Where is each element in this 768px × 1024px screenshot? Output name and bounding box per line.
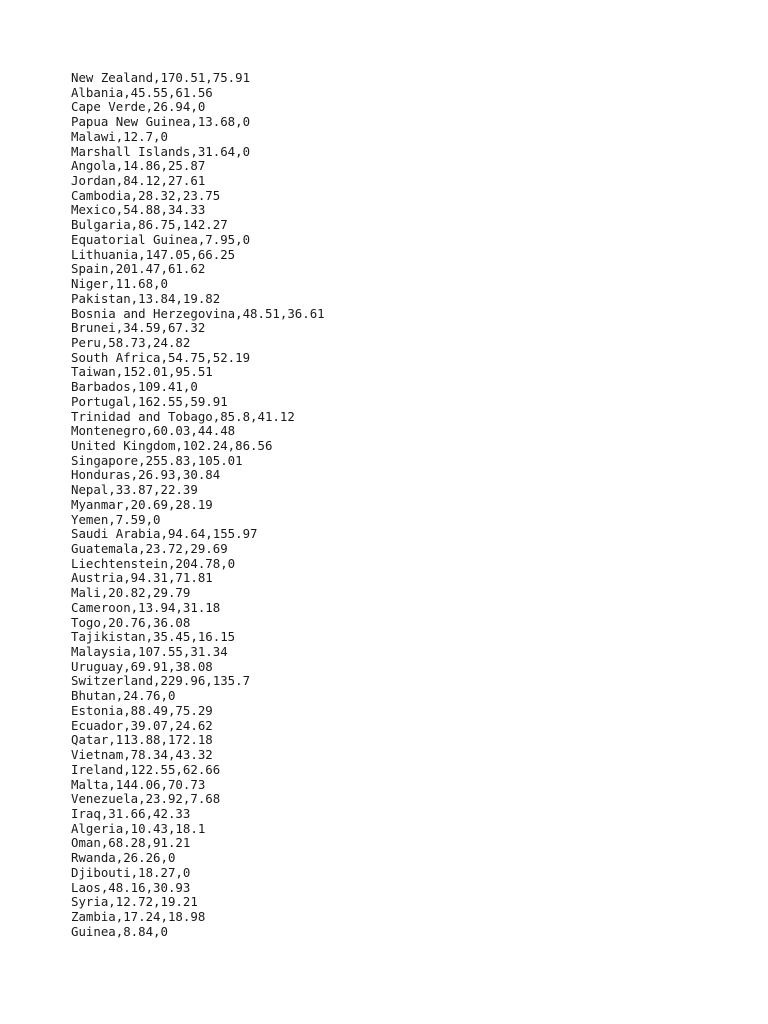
text-line: Laos,48.16,30.93 — [71, 879, 191, 895]
text-line: Bosnia and Herzegovina,48.51,36.61 — [71, 305, 325, 321]
text-line: Montenegro,60.03,44.48 — [71, 423, 236, 439]
text-line: Singapore,255.83,105.01 — [71, 452, 243, 468]
text-line: Guinea,8.84,0 — [71, 923, 168, 939]
text-line: Papua New Guinea,13.68,0 — [71, 114, 251, 130]
text-line: Saudi Arabia,94.64,155.97 — [71, 526, 258, 542]
csv-text-block — [71, 71, 325, 939]
text-line: Mexico,54.88,34.33 — [71, 202, 206, 218]
text-line: Taiwan,152.01,95.51 — [71, 364, 213, 380]
text-line: United Kingdom,102.24,86.56 — [71, 437, 273, 453]
text-line: Lithuania,147.05,66.25 — [71, 246, 236, 262]
text-line: Qatar,113.88,172.18 — [71, 732, 213, 748]
text-line: Syria,12.72,19.21 — [71, 894, 198, 910]
text-line: Cape Verde,26.94,0 — [71, 99, 206, 115]
text-line: Vietnam,78.34,43.32 — [71, 747, 213, 763]
text-line: Albania,45.55,61.56 — [71, 84, 213, 100]
text-line: Estonia,88.49,75.29 — [71, 702, 213, 718]
text-line: Myanmar,20.69,28.19 — [71, 496, 213, 512]
text-line: Pakistan,13.84,19.82 — [71, 290, 221, 306]
text-line: Barbados,109.41,0 — [71, 379, 198, 395]
text-line: Niger,11.68,0 — [71, 276, 168, 292]
text-line: Venezuela,23.92,7.68 — [71, 791, 221, 807]
text-line: Liechtenstein,204.78,0 — [71, 555, 236, 571]
text-line: Malta,144.06,70.73 — [71, 776, 206, 792]
text-line: Portugal,162.55,59.91 — [71, 393, 228, 409]
text-line: Austria,94.31,71.81 — [71, 570, 213, 586]
text-line: Rwanda,26.26,0 — [71, 850, 176, 866]
text-line: Algeria,10.43,18.1 — [71, 820, 206, 836]
text-line: Ecuador,39.07,24.62 — [71, 717, 213, 733]
text-line: Marshall Islands,31.64,0 — [71, 143, 251, 159]
text-line: Zambia,17.24,18.98 — [71, 908, 206, 924]
text-line: Nepal,33.87,22.39 — [71, 482, 198, 498]
text-line: Brunei,34.59,67.32 — [71, 320, 206, 336]
text-line: Cameroon,13.94,31.18 — [71, 599, 221, 615]
text-line: New Zealand,170.51,75.91 — [71, 70, 251, 85]
text-line: Cambodia,28.32,23.75 — [71, 187, 221, 203]
text-line: Peru,58.73,24.82 — [71, 334, 191, 350]
text-line: Uruguay,69.91,38.08 — [71, 658, 213, 674]
text-line: Iraq,31.66,42.33 — [71, 805, 191, 821]
text-line: Honduras,26.93,30.84 — [71, 467, 221, 483]
text-line: Angola,14.86,25.87 — [71, 158, 206, 174]
text-line: Equatorial Guinea,7.95,0 — [71, 231, 251, 247]
text-line: Jordan,84.12,27.61 — [71, 173, 206, 189]
text-line: Trinidad and Tobago,85.8,41.12 — [71, 408, 295, 424]
text-line: Djibouti,18.27,0 — [71, 864, 191, 880]
text-line: Oman,68.28,91.21 — [71, 835, 191, 851]
text-line: Mali,20.82,29.79 — [71, 585, 191, 601]
text-line: Tajikistan,35.45,16.15 — [71, 629, 236, 645]
text-line: Switzerland,229.96,135.7 — [71, 673, 251, 689]
text-line: Togo,20.76,36.08 — [71, 614, 191, 630]
text-line: South Africa,54.75,52.19 — [71, 349, 251, 365]
text-line: Spain,201.47,61.62 — [71, 261, 206, 277]
text-line: Bulgaria,86.75,142.27 — [71, 217, 228, 233]
text-line: Malaysia,107.55,31.34 — [71, 644, 228, 660]
text-line: Guatemala,23.72,29.69 — [71, 541, 228, 556]
text-line: Yemen,7.59,0 — [71, 511, 161, 527]
text-line: Ireland,122.55,62.66 — [71, 761, 221, 777]
text-line: Malawi,12.7,0 — [71, 128, 168, 144]
text-line: Bhutan,24.76,0 — [71, 688, 176, 704]
